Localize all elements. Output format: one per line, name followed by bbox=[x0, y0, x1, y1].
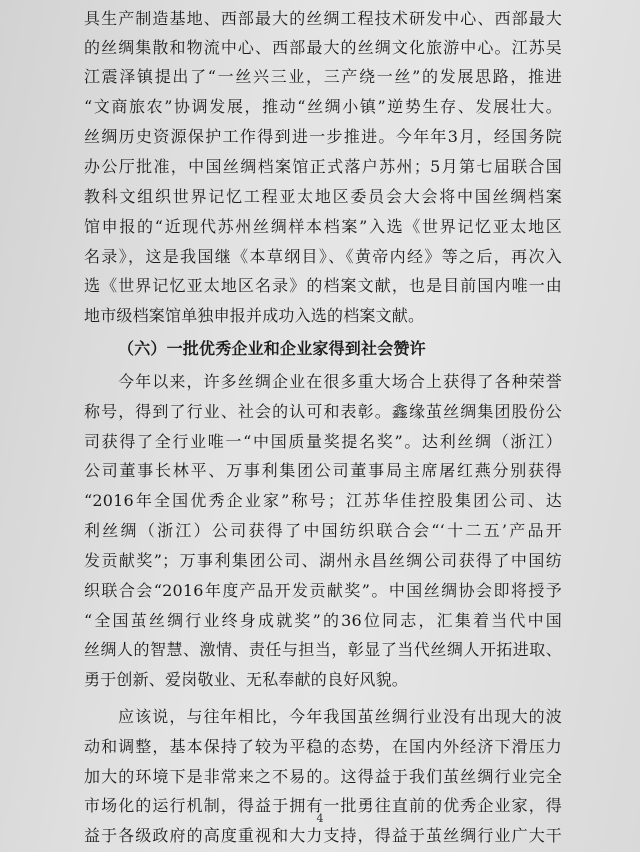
text-line: 江震泽镇提出了“一丝兴三业，三产绕一丝”的发展思路，推进 bbox=[84, 67, 562, 86]
text-line: 公司董事长林平、万事利集团公司董事局主席屠红燕分别获得 bbox=[84, 461, 562, 480]
text-line: 动和调整，基本保持了较为平稳的态势，在国内外经济下滑压力 bbox=[84, 737, 562, 756]
text-line: “文商旅农”协调发展，推动“丝绸小镇”逆势生存、发展壮大。 bbox=[84, 97, 562, 116]
text-line: 的丝绸集散和物流中心、西部最大的丝绸文化旅游中心。江苏吴 bbox=[84, 38, 562, 57]
text-line: 司获得了全行业唯一“中国质量奖提名奖”。达利丝绸（浙江） bbox=[84, 432, 562, 451]
text-line: 具生产制造基地、西部最大的丝绸工程技术研发中心、西部最大 bbox=[84, 9, 562, 28]
text-line: 勇于创新、爱岗敬业、无私奉献的良好风貌。 bbox=[84, 670, 409, 689]
text-line: “全国茧丝绸行业终身成就奖”的36位同志，汇集着当代中国 bbox=[84, 611, 562, 630]
text-line: 加大的环境下是非常来之不易的。这得益于我们茧丝绸行业完全 bbox=[84, 767, 562, 786]
text-line: 益于各级政府的高度重视和大力支持，得益于茧丝绸行业广大干 bbox=[84, 826, 562, 845]
text-line: 丝绸历史资源保护工作得到进一步推进。今年年3月，经国务院 bbox=[84, 127, 562, 146]
page-number: 4 bbox=[316, 812, 324, 825]
text-line: 名录》，这是我国继《本草纲目》、《黄帝内经》等之后，再次入 bbox=[84, 247, 562, 266]
text-line: 织联合会“2016年度产品开发贡献奖”。中国丝绸协会即将授予 bbox=[84, 581, 562, 600]
text-line: 选《世界记忆亚太地区名录》的档案文献，也是目前国内唯一由 bbox=[84, 276, 562, 295]
text-line: 发贡献奖”；万事利集团公司、湖州永昌丝绸公司获得了中国纺 bbox=[84, 551, 562, 570]
paragraph-first-line: 今年以来，许多丝绸企业在很多重大场合上获得了各种荣誉 bbox=[118, 372, 562, 391]
text-line: 市场化的运行机制，得益于拥有一批勇往直前的优秀企业家，得 bbox=[84, 796, 562, 815]
text-line: 地市级档案馆单独申报并成功入选的档案文献。 bbox=[84, 306, 425, 325]
text-line: 馆申报的“近现代苏州丝绸样本档案”入选《世界记忆亚太地区 bbox=[84, 217, 562, 236]
text-line: “2016年全国优秀企业家”称号；江苏华佳控股集团公司、达 bbox=[84, 491, 562, 510]
text-line: 教科文组织世界记忆工程亚太地区委员会大会将中国丝绸档案 bbox=[84, 187, 562, 206]
text-line: 称号，得到了行业、社会的认可和表彰。鑫缘茧丝绸集团股份公 bbox=[84, 402, 562, 421]
text-line: 利丝绸（浙江）公司获得了中国纺织联合会“‘十二五’产品开 bbox=[84, 521, 562, 540]
text-line: 办公厅批准，中国丝绸档案馆正式落户苏州；5月第七届联合国 bbox=[84, 157, 562, 176]
section-heading: （六）一批优秀企业和企业家得到社会赞许 bbox=[118, 339, 426, 358]
paragraph-first-line: 应该说，与往年相比，今年我国茧丝绸行业没有出现大的波 bbox=[118, 707, 562, 726]
text-line: 丝绸人的智慧、激情、责任与担当，彰显了当代丝绸人开拓进取、 bbox=[84, 640, 562, 659]
